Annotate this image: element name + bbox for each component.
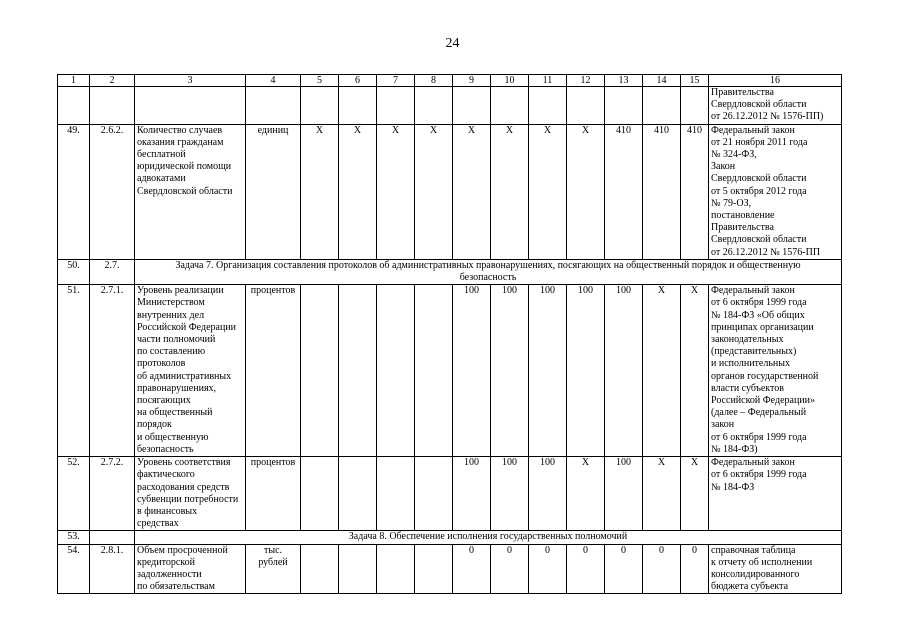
- value-cell: Х: [529, 124, 567, 259]
- cell-line: Закон: [711, 161, 736, 173]
- cell-line: органов государственной: [711, 370, 819, 382]
- cell-line: тыс.: [263, 544, 283, 556]
- cell-line: № 324-ФЗ,: [711, 149, 757, 161]
- cell-line: Министерством: [137, 297, 205, 309]
- cell-line: фактического: [137, 469, 195, 481]
- cell-line: Правительства: [711, 222, 774, 234]
- value-cell: 0: [567, 544, 605, 594]
- cell-line: Свердловской области: [711, 234, 807, 246]
- value-cell: 100: [567, 285, 605, 457]
- column-header: 11: [529, 75, 567, 87]
- value-cell: [339, 285, 377, 457]
- cell-line: на общественный: [137, 407, 213, 419]
- value-cell: 100: [529, 285, 567, 457]
- value-cell: Х: [491, 124, 529, 259]
- cell-line: адвокатами: [137, 173, 186, 185]
- cell-line: законодательных: [711, 334, 784, 346]
- cell-line: справочная таблица: [711, 544, 796, 556]
- value-cell: [377, 544, 415, 594]
- cell-line: от 6 октября 1999 года: [711, 469, 807, 481]
- column-header: 15: [681, 75, 709, 87]
- cell-line: по обязательствам: [137, 581, 215, 593]
- value-cell: [415, 285, 453, 457]
- indicators-table: [57, 74, 842, 594]
- value-cell: Х: [567, 457, 605, 531]
- empty-cell: [58, 87, 90, 125]
- cell-line: внутренних дел: [137, 309, 205, 321]
- task-title: [135, 531, 842, 544]
- empty-cell: [339, 87, 377, 125]
- unit-cell: [246, 124, 301, 259]
- cell-line: задолженности: [137, 568, 202, 580]
- cell-line: об административных: [137, 370, 232, 382]
- cell-line: № 184-ФЗ: [711, 481, 755, 493]
- cell-line: № 79-ОЗ,: [711, 197, 752, 209]
- cell-line: Свердловской области: [711, 99, 807, 111]
- row-code: [90, 531, 135, 544]
- row-code: 2.8.1.: [90, 544, 135, 594]
- value-cell: [301, 457, 339, 531]
- empty-cell: [643, 87, 681, 125]
- column-header: 8: [415, 75, 453, 87]
- value-cell: [377, 285, 415, 457]
- header-row: [58, 75, 842, 87]
- cell-line: к отчету об исполнении: [711, 556, 813, 568]
- cell-line: № 184-ФЗ «Об общих: [711, 309, 805, 321]
- column-header: 6: [339, 75, 377, 87]
- cell-line: правонарушениях,: [137, 382, 217, 394]
- cell-line: (далее – Федеральный: [711, 407, 807, 419]
- cell-line: Федеральный закон: [711, 457, 795, 469]
- value-cell: 100: [605, 457, 643, 531]
- cell-line: Количество случаев: [137, 124, 223, 136]
- cell-line: средствах: [137, 518, 179, 530]
- cell-line: Свердловской области: [137, 185, 233, 197]
- cell-line: Уровень соответствия: [137, 457, 231, 469]
- row-code: 2.7.1.: [90, 285, 135, 457]
- cell-line: бюджета субъекта: [711, 581, 789, 593]
- value-cell: [415, 457, 453, 531]
- value-cell: [415, 544, 453, 594]
- cell-line: расходования средств: [137, 481, 230, 493]
- cell-line: процентов: [250, 457, 296, 469]
- cell-line: Российской Федерации: [137, 321, 237, 333]
- empty-cell: [605, 87, 643, 125]
- cell-line: принципах организации: [711, 321, 814, 333]
- task-title: [135, 259, 842, 284]
- indicator-name: [135, 285, 246, 457]
- value-cell: [301, 285, 339, 457]
- value-cell: Х: [643, 285, 681, 457]
- table-body: [58, 75, 842, 594]
- task-title-line: Задача 7. Организация составления протоколов об административных правонарушениях, посягающих на общественный порядок и общественную: [175, 259, 801, 271]
- cell-line: от 6 октября 1999 года: [711, 431, 807, 443]
- value-cell: 100: [491, 457, 529, 531]
- row-number: 53.: [58, 531, 90, 544]
- empty-cell: [90, 87, 135, 125]
- value-cell: 0: [491, 544, 529, 594]
- cell-line: по составлению: [137, 346, 206, 358]
- value-cell: [339, 544, 377, 594]
- value-cell: Х: [339, 124, 377, 259]
- value-cell: 100: [605, 285, 643, 457]
- source-cell: [709, 87, 842, 125]
- cell-line: посягающих: [137, 395, 191, 407]
- value-cell: 100: [453, 285, 491, 457]
- cell-line: безопасность: [137, 443, 194, 455]
- cell-line: оказания гражданам: [137, 136, 224, 148]
- cell-line: от 21 ноября 2011 года: [711, 136, 808, 148]
- cell-line: в финансовых: [137, 505, 198, 517]
- unit-cell: [246, 544, 301, 594]
- row-code: 2.7.2.: [90, 457, 135, 531]
- value-cell: [301, 544, 339, 594]
- cell-line: юридической помощи: [137, 161, 232, 173]
- column-header: 1: [58, 75, 90, 87]
- unit-cell: [246, 285, 301, 457]
- value-cell: 0: [681, 544, 709, 594]
- cell-line: власти субъектов: [711, 382, 784, 394]
- cell-line: от 26.12.2012 № 1576-ПП): [711, 111, 824, 123]
- cell-line: субвенции потребности: [137, 493, 239, 505]
- cell-line: консолидированного: [711, 568, 800, 580]
- value-cell: 0: [529, 544, 567, 594]
- value-cell: 410: [643, 124, 681, 259]
- column-header: 9: [453, 75, 491, 87]
- cell-line: от 6 октября 1999 года: [711, 297, 807, 309]
- empty-cell: [301, 87, 339, 125]
- table-row: [58, 544, 842, 594]
- column-header: 12: [567, 75, 605, 87]
- cell-line: от 26.12.2012 № 1576-ПП: [711, 246, 821, 258]
- empty-cell: [453, 87, 491, 125]
- cell-line: закон: [711, 419, 735, 431]
- column-header: 10: [491, 75, 529, 87]
- value-cell: 410: [681, 124, 709, 259]
- cell-line: Объем просроченной: [137, 544, 228, 556]
- indicator-name: [135, 124, 246, 259]
- source-cell: [709, 124, 842, 259]
- unit-cell: [246, 457, 301, 531]
- indicator-name: [135, 457, 246, 531]
- value-cell: 0: [453, 544, 491, 594]
- task-title-line: безопасность: [459, 272, 517, 284]
- column-header: 2: [90, 75, 135, 87]
- cell-line: (представительных): [711, 346, 797, 358]
- value-cell: 100: [453, 457, 491, 531]
- row-number: 54.: [58, 544, 90, 594]
- cell-line: единиц: [257, 124, 289, 136]
- table-row: [58, 457, 842, 531]
- page-number: 24: [445, 36, 460, 51]
- value-cell: Х: [643, 457, 681, 531]
- value-cell: Х: [415, 124, 453, 259]
- cell-line: Свердловской области: [711, 173, 807, 185]
- task-title-line: Задача 8. Обеспечение исполнения государственных полномочий: [348, 531, 628, 543]
- value-cell: 100: [529, 457, 567, 531]
- cell-line: от 5 октября 2012 года: [711, 185, 807, 197]
- table-row: [58, 531, 842, 544]
- source-cell: [709, 544, 842, 594]
- row-code: 2.6.2.: [90, 124, 135, 259]
- cell-line: порядок: [137, 419, 172, 431]
- value-cell: 0: [643, 544, 681, 594]
- cell-line: Российской Федерации»: [711, 395, 816, 407]
- table-row: [58, 259, 842, 284]
- empty-cell: [415, 87, 453, 125]
- value-cell: [377, 457, 415, 531]
- source-cell: [709, 285, 842, 457]
- cell-line: Правительства: [711, 87, 774, 98]
- cell-line: Федеральный закон: [711, 124, 795, 136]
- source-cell: [709, 457, 842, 531]
- cell-line: рублей: [258, 556, 288, 568]
- cell-line: № 184-ФЗ): [711, 443, 758, 455]
- column-header: 3: [135, 75, 246, 87]
- table-row: [58, 285, 842, 457]
- value-cell: 0: [605, 544, 643, 594]
- value-cell: 410: [605, 124, 643, 259]
- empty-cell: [529, 87, 567, 125]
- cell-line: бесплатной: [137, 149, 186, 161]
- row-code: 2.7.: [90, 259, 135, 284]
- empty-cell: [491, 87, 529, 125]
- empty-cell: [567, 87, 605, 125]
- value-cell: Х: [681, 457, 709, 531]
- cell-line: процентов: [250, 285, 296, 297]
- empty-cell: [135, 87, 246, 125]
- column-header: 14: [643, 75, 681, 87]
- row-number: 51.: [58, 285, 90, 457]
- cell-line: Федеральный закон: [711, 285, 795, 297]
- continuation-row: [58, 87, 842, 125]
- cell-line: и общественную: [137, 431, 209, 443]
- empty-cell: [377, 87, 415, 125]
- cell-line: протоколов: [137, 358, 186, 370]
- value-cell: Х: [377, 124, 415, 259]
- column-header: 13: [605, 75, 643, 87]
- empty-cell: [681, 87, 709, 125]
- value-cell: Х: [453, 124, 491, 259]
- row-number: 49.: [58, 124, 90, 259]
- cell-line: части полномочий: [137, 334, 216, 346]
- row-number: 50.: [58, 259, 90, 284]
- cell-line: кредиторской: [137, 556, 195, 568]
- value-cell: [339, 457, 377, 531]
- cell-line: Уровень реализации: [137, 285, 224, 297]
- cell-line: и исполнительных: [711, 358, 790, 370]
- column-header: 5: [301, 75, 339, 87]
- cell-line: постановление: [711, 210, 775, 222]
- value-cell: Х: [681, 285, 709, 457]
- value-cell: 100: [491, 285, 529, 457]
- row-number: 52.: [58, 457, 90, 531]
- table-row: [58, 124, 842, 259]
- value-cell: Х: [567, 124, 605, 259]
- column-header: 7: [377, 75, 415, 87]
- empty-cell: [246, 87, 301, 125]
- column-header: 16: [709, 75, 842, 87]
- value-cell: Х: [301, 124, 339, 259]
- column-header: 4: [246, 75, 301, 87]
- indicator-name: [135, 544, 246, 594]
